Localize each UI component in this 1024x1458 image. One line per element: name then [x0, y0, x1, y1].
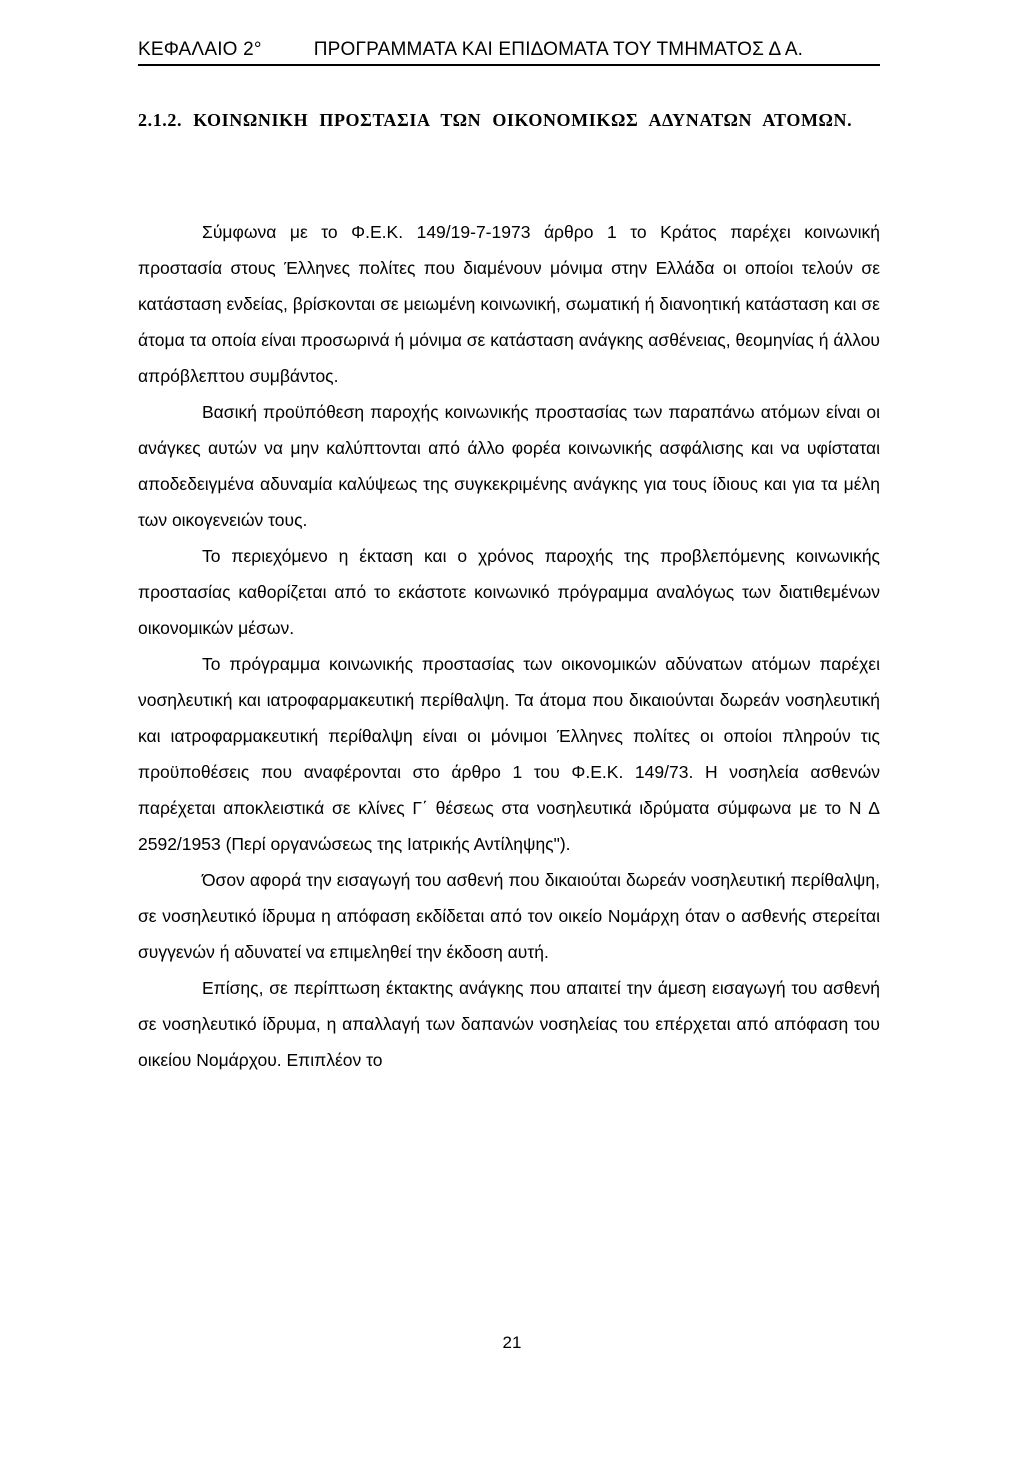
body-text [138, 214, 880, 1078]
section-heading: 2.1.2. ΚΟΙΝΩΝΙΚΗ ΠΡΟΣΤΑΣΙΑ ΤΩΝ ΟΙΚΟΝΟΜΙΚΩΣ ΑΔΥΝΑΤΩΝ ΑΤΟΜΩΝ. [138, 110, 853, 130]
paragraph-program: Το πρόγραμμα κοινωνικής προστασίας των οικονομικών αδύνατων ατόμων παρέχει νοσηλευτική και ιατροφαρμακευτική περίθαλψη. Τα άτομα που δικαιούνται δωρεάν νοσηλευτική και ιατροφαρμακευτική περίθαλψη είναι οι μόνιμοι Έλληνες πολίτες οι οποίοι πληρούν τις προϋποθέσεις που αναφέρονται στο άρθρο 1 του Φ.Ε.Κ. 149/73. Η νοσηλεία ασθενών παρέχεται αποκλειστικά σε κλίνες Γ΄ θέσεως στα νοσηλευτικά ιδρύματα σύμφωνα με το Ν Δ 2592/1953 (Περί οργανώσεως της Ιατρικής Αντίληψης"). [138, 654, 880, 854]
paragraph-scope: Το περιεχόμενο η έκταση και ο χρόνος παροχής της προβλεπόμενης κοινωνικής προστασίας καθορίζεται από το εκάστοτε κοινωνικό πρόγραμμα αναλόγως των διατιθεμένων οικονομικών μέσων. [138, 546, 880, 638]
running-header [138, 38, 880, 66]
paragraph-emergency: Επίσης, σε περίπτωση έκτακτης ανάγκης που απαιτεί την άμεση εισαγωγή του ασθενή σε νοσηλευτικό ίδρυμα, η απαλλαγή των δαπανών νοσηλείας του επέρχεται από απόφαση του οικείου Νομάρχου. Επιπλέον το [138, 978, 880, 1070]
chapter-label: ΚΕΦΑΛΑΙΟ 2° [138, 39, 262, 60]
program-title: ΠΡΟΓΡΑΜΜΑΤΑ ΚΑΙ ΕΠΙΔΟΜΑΤΑ ΤΟΥ ΤΜΗΜΑΤΟΣ Δ Α. [313, 39, 804, 60]
page-number: 21 [502, 1333, 522, 1352]
paragraph-prerequisite: Βασική προϋπόθεση παροχής κοινωνικής προστασίας των παραπάνω ατόμων είναι οι ανάγκες αυτών να μην καλύπτονται από άλλο φορέα κοινωνικής ασφάλισης και να υφίσταται αποδεδειγμένα αδυναμία καλύψεως της συγκεκριμένης ανάγκης για τους ίδιους και για τα μέλη των οικογενειών τους. [138, 402, 880, 530]
paragraph-admission: Όσον αφορά την εισαγωγή του ασθενή που δικαιούται δωρεάν νοσηλευτική περίθαλψη, σε νοσηλευτικό ίδρυμα η απόφαση εκδίδεται από τον οικείο Νομάρχη όταν ο ασθενής στερείται συγγενών ή αδυνατεί να επιμεληθεί την έκδοση αυτή. [138, 870, 880, 962]
paragraph-legal-basis: Σύμφωνα με το Φ.Ε.Κ. 149/19-7-1973 άρθρο 1 το Κράτος παρέχει κοινωνική προστασία στους Έλληνες πολίτες που διαμένουν μόνιμα στην Ελλάδα οι οποίοι τελούν σε κατάσταση ενδείας, βρίσκονται σε μειωμένη κοινωνική, σωματική ή διανοητική κατάσταση και σε άτομα τα οποία είναι προσωρινά ή μόνιμα σε κατάσταση ανάγκης ασθένειας, θεομηνίας ή άλλου απρόβλεπτου συμβάντος. [138, 222, 880, 386]
